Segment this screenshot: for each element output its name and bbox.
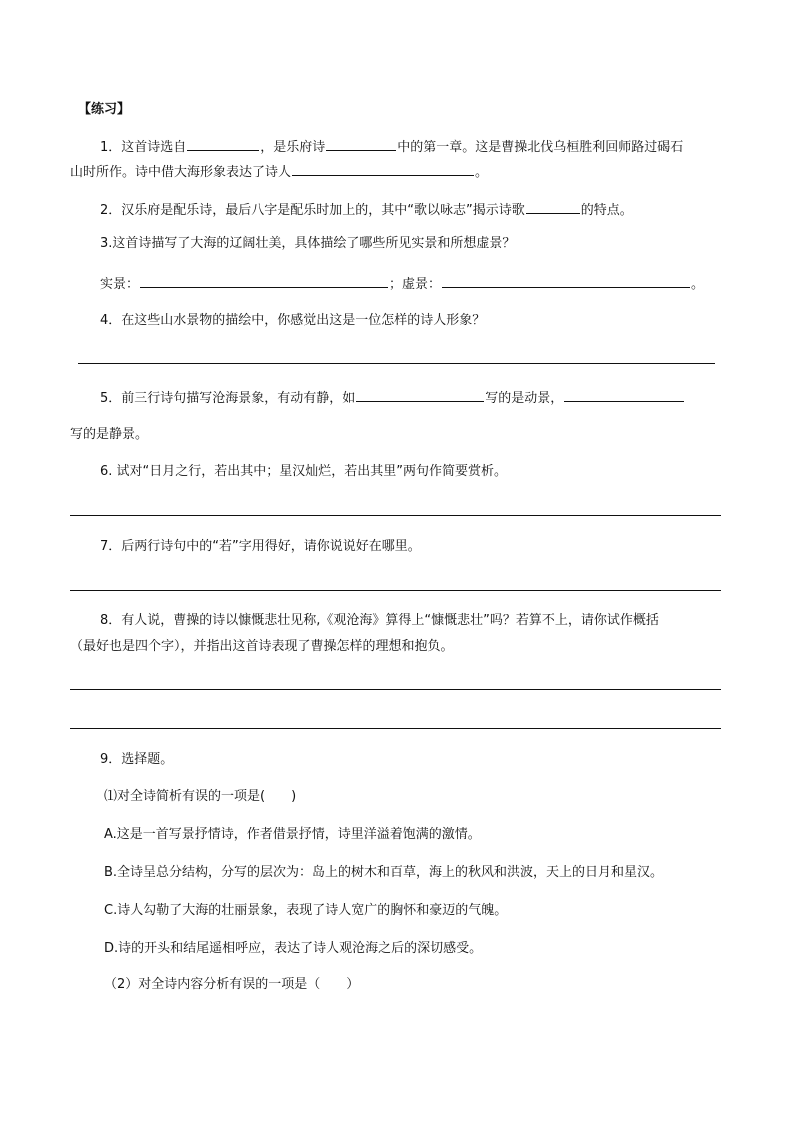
q1-blank-source[interactable] [187, 136, 259, 151]
q5-blank-dynamic[interactable] [356, 387, 484, 402]
q3-virtual-blank[interactable] [442, 273, 690, 288]
question-6: 6. 试对“日月之行，若出其中；星汉灿烂，若出其里”两句作简要赏析。 [100, 464, 508, 479]
q7-answer-line[interactable] [70, 590, 721, 591]
q4-answer-line[interactable] [78, 363, 715, 364]
option-a[interactable]: A.这是一首写景抒情诗，作者借景抒情，诗里洋溢着饱满的激情。 [104, 827, 481, 842]
q1-text-a: 1．这首诗选自 [100, 140, 187, 155]
option-c[interactable]: C.诗人勾勒了大海的壮丽景象，表现了诗人宽广的胸怀和豪迈的气魄。 [104, 903, 508, 918]
question-1-line-1 [100, 136, 683, 157]
q5-blank-static[interactable] [564, 387, 684, 402]
q1-text-e: 。 [475, 165, 489, 180]
q8-answer-line-1[interactable] [70, 689, 721, 690]
q5-text-a: 5．前三行诗句描写沧海景象，有动有静，如 [100, 391, 356, 406]
q1-blank-yuefu[interactable] [326, 136, 396, 151]
q3-end: 。 [691, 277, 705, 292]
option-d[interactable]: D.诗的开头和结尾遥相呼应，表达了诗人观沧海之后的深切感受。 [104, 941, 483, 956]
question-5-line-1 [100, 387, 685, 408]
q1-text-b: ，是乐府诗 [260, 140, 326, 155]
q2-blank[interactable] [526, 199, 580, 214]
q2-text-b: 的特点。 [580, 203, 633, 218]
q8-answer-line-2[interactable] [70, 728, 721, 729]
question-9-title: 9．选择题。 [100, 752, 174, 767]
question-1-line-2 [70, 161, 488, 182]
q3-real-blank[interactable] [140, 273, 388, 288]
q5-text-b: 写的是动景， [485, 391, 564, 406]
question-3: 3.这首诗描写了大海的辽阔壮美，具体描绘了哪些所见实景和所想虚景？ [100, 236, 516, 251]
q6-answer-line[interactable] [70, 515, 721, 516]
q2-text-a: 2．汉乐府是配乐诗，最后八字是配乐时加上的，其中“歌以咏志”揭示诗歌 [100, 203, 525, 218]
q1-blank-emotion[interactable] [292, 161, 474, 176]
q3-real-label: 实景： [100, 277, 140, 292]
question-5-line-2: 写的是静景。 [70, 427, 149, 442]
option-b[interactable]: B.全诗呈总分结构，分写的层次为：岛上的树木和百草，海上的秋风和洪波，天上的日月和星汉。 [104, 865, 664, 880]
section-title: 【练习】 [78, 102, 131, 117]
question-9-sub-2: （2）对全诗内容分析有误的一项是（ ） [104, 977, 360, 992]
question-3-answer-line [100, 273, 704, 294]
question-2 [100, 199, 633, 220]
question-8-line-1: 8．有人说，曹操的诗以慷慨悲壮见称,《观沧海》算得上“慷慨悲壮”吗？若算不上，请你试作概括 [100, 613, 659, 628]
question-9-sub-1: ⑴对全诗简析有误的一项是( ) [104, 789, 297, 804]
q1-text-c: 中的第一章。这是曹操北伐乌桓胜利回师路过碣石 [397, 140, 684, 155]
q3-sep-label: ；虚景： [389, 277, 442, 292]
question-8-line-2: （最好也是四个字），并指出这首诗表现了曹操怎样的理想和抱负。 [70, 639, 454, 654]
q1-text-d: 山时所作。诗中借大海形象表达了诗人 [70, 165, 292, 180]
question-7: 7．后两行诗句中的“若”字用得好，请你说说好在哪里。 [100, 539, 421, 554]
question-4: 4．在这些山水景物的描绘中，你感觉出这是一位怎样的诗人形象？ [100, 313, 486, 328]
